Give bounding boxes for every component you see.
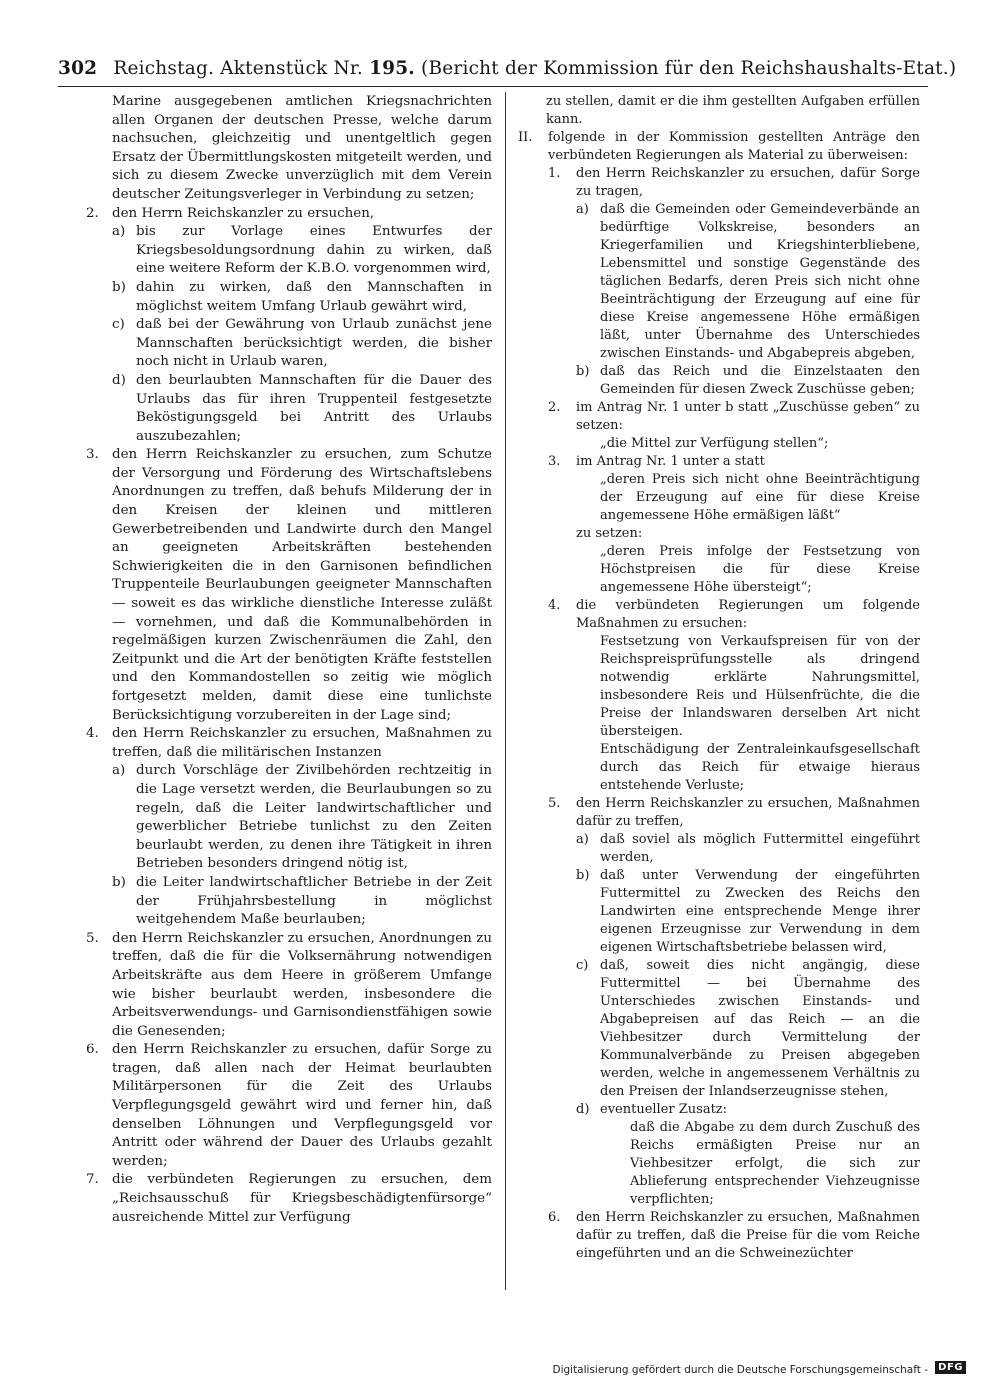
header-rule	[58, 86, 928, 87]
item-3	[86, 446, 492, 725]
item-text: den Herrn Reichskanzler zu ersuchen, zum Schutze der Versorgung und Förderung des Wirtschaftslebens Anordnungen zu treffen, daß behufs Milderung der in den Kreisen der kleinen und mittleren Gewerbetreibenden und Landwirte durch den Mangel an geeigneten Arbeitskräften bestehenden Schwierigkeiten die in den Garnisonen befindlichen Truppenteile Beurlaubungen geeigneter Mannschaften — soweit es das wirkliche dienstliche Interesse zuläßt — vornehmen, und daß die Kommunalbehörden in regelmäßigen kurzen Zwischenräumen die Zahl, den Zeitpunkt und die Art der benötigten Kräfte feststellen und den Kommandostellen so zeitig wie möglich fortgesetzt melden, damit diese eine tunlichste Berücksichtigung vorzubereiten in der Lage sind;	[112, 447, 492, 723]
motion-label: 3.	[548, 454, 561, 469]
subitem-text: bis zur Vorlage eines Entwurfes der Kriegsbesoldungsordnung dahin zu wirken, daß eine weitere Reform der K.B.O. vorgenommen wird,	[136, 224, 492, 277]
subitem-text: den beurlaubten Mannschaften für die Dauer des Urlaubs das für ihren Truppenteil festgesetzte Beköstigungsgeld bei Antritt des Urlaubs auszubezahlen;	[136, 372, 492, 444]
item-text: die verbündeten Regierungen zu ersuchen, dem „Reichsausschuß für Kriegsbeschädigtenfürsorge“ ausreichende Mittel zur Verfügung	[112, 1172, 492, 1225]
item-text: den Herrn Reichskanzler zu ersuchen, dafür Sorge zu tragen, daß allen nach der Heimat beurlaubten Militärpersonen für die Zeit des Urlaubs Verpflegungsgeld gewährt wird und ferner hin, daß denselben Löhnungen und Verpflegungsgeld vor Antritt oder während der Dauer des Urlaubs gezahlt werden;	[112, 1042, 492, 1169]
subitem-text: dahin zu wirken, daß den Mannschaften in möglichst weitem Umfang Urlaub gewährt wird,	[136, 279, 492, 314]
motion-6	[548, 1209, 920, 1263]
item-text: den Herrn Reichskanzler zu ersuchen,	[112, 205, 375, 221]
item-4	[86, 725, 492, 930]
intro-paragraph: Marine ausgegebenen amtlichen Kriegsnachrichten allen Organen der deutschen Presse, welche darum nachsuchen, gleichzeitig und unentgeltlich gegen Ersatz der Übermittlungskosten mitgeteilt werden, und sich zu diesem Zwecke unverzüglich mit dem Verein deutscher Zeitungsverleger in Verbindung zu setzen;	[112, 94, 492, 202]
motion-text: die verbündeten Regierungen um folgende Maßnahmen zu ersuchen:	[576, 598, 920, 631]
motion-quote-old: „deren Preis sich nicht ohne Beeinträchtigung der Erzeugung auf eine für diese Kreise angemessene Höhe ermäßigen läßt“	[600, 472, 920, 523]
dfg-logo: DFG	[935, 1361, 966, 1374]
subitem-text: die Leiter landwirtschaftlicher Betriebe in der Zeit der Frühjahrsbestellung in möglichst weitgehendem Maße beurlauben;	[136, 874, 492, 928]
section-label: II.	[518, 130, 533, 145]
motion-5c	[576, 957, 920, 1101]
subitem-label: b)	[576, 868, 590, 883]
subitem-quote: daß die Abgabe zu dem durch Zuschuß des Reichs ermäßigten Preise nur an Viehbesitzer erfolgt, die sich zur Ablieferung entsprechender Viehzeugnisse verpflichten;	[630, 1120, 920, 1207]
item-label: 4.	[86, 726, 99, 742]
section-II	[518, 129, 920, 165]
subitem-label: c)	[576, 958, 589, 973]
subitem-label: b)	[112, 874, 126, 890]
motion-5b	[576, 867, 920, 957]
motion-2	[548, 399, 920, 453]
item-6	[86, 1041, 492, 1171]
subitem-text: daß unter Verwendung der eingeführten Futtermittel zu Zwecken des Reichs den Landwirten eine entsprechende Menge ihrer eigenen Erzeugnisse zur Verwendung in dem eigenen Wirtschaftsbetriebe belassen wird,	[600, 868, 920, 955]
subitem-4b	[112, 874, 492, 930]
item-5	[86, 930, 492, 1042]
item-label: 7.	[86, 1172, 99, 1188]
motion-5	[548, 795, 920, 1209]
motion-paragraph: Entschädigung der Zentraleinkaufsgesellschaft durch das Reich für etwaige hieraus entstehende Verluste;	[600, 742, 920, 793]
motion-paragraph: Festsetzung von Verkaufspreisen für von der Reichspreisprüfungsstelle als dringend notwendig erklärte Nahrungsmittel, insbesondere Reis und Hülsenfrüchte, die die Preise der Inlandswaren derselben Art nicht übersteigen.	[600, 634, 920, 739]
motion-text: im Antrag Nr. 1 unter b statt „Zuschüsse geben“ zu setzen:	[576, 400, 920, 433]
motion-1	[548, 165, 920, 399]
running-header	[58, 58, 957, 79]
item-label: 5.	[86, 930, 99, 946]
motion-quote-new: „deren Preis infolge der Festsetzung von Höchstpreisen die für diese Kreise angemessene Höhe übersteigt“;	[600, 544, 920, 595]
subitem-label: a)	[112, 224, 126, 240]
item-text: den Herrn Reichskanzler zu ersuchen, Anordnungen zu treffen, daß die für die Volksernährung notwendigen Arbeitskräfte aus dem Heere in größerem Umfange wie bisher beurlaubt werden, insbesondere die Arbeitsverwendungs- und Garnisondienstfähigen sowie die Genesenden;	[112, 930, 492, 1039]
item-label: 2.	[86, 205, 99, 221]
motion-1b	[576, 363, 920, 399]
item-7	[86, 1171, 492, 1227]
item-text: den Herrn Reichskanzler zu ersuchen, Maßnahmen zu treffen, daß die militärischen Instanzen	[112, 726, 492, 760]
motion-3	[548, 453, 920, 597]
motion-label: 2.	[548, 400, 561, 415]
motion-text: den Herrn Reichskanzler zu ersuchen, Maßnahmen dafür zu treffen,	[576, 796, 920, 829]
credit-text: Digitalisierung gefördert durch die Deutsche Forschungsgemeinschaft -	[552, 1364, 928, 1376]
subitem-text: daß die Gemeinden oder Gemeindeverbände an bedürftige Volkskreise, besonders an Kriegerfamilien und Kriegshinterbliebene, Lebensmittel und sonstige Gegenstände des täglichen Bedarfs, deren Preis sich nicht ohne Beeinträchtigung der Erzeugung auf eine für diese Kreise angemessene Höhe ermäßigen läßt, unter Übernahme des Unterschiedes zwischen Einstands- und Abgabepreis abgeben,	[600, 202, 920, 361]
subitem-2d	[112, 372, 492, 446]
subitem-text: durch Vorschläge der Zivilbehörden rechtzeitig in die Lage versetzt werden, die Beurlaubungen so zu regeln, daß die Leiter landwirtschaftlicher und gewerblicher Betriebe tunlichst zu den Zeiten beurlaubt werden, zu denen ihre Tätigkeit in ihren Betrieben besonders dringend nötig ist,	[136, 763, 492, 872]
subitem-4a	[112, 762, 492, 874]
subitem-2b	[112, 279, 492, 316]
subitem-label: d)	[576, 1102, 590, 1117]
motion-1a	[576, 201, 920, 363]
motion-quote: „die Mittel zur Verfügung stellen“;	[600, 436, 829, 451]
item-label: 3.	[86, 447, 99, 463]
subitem-label: b)	[576, 364, 590, 379]
motion-text: im Antrag Nr. 1 unter a statt	[576, 454, 765, 469]
motion-5a	[576, 831, 920, 867]
subitem-label: a)	[112, 763, 126, 779]
subitem-text: daß, soweit dies nicht angängig, diese Futtermittel — bei Übernahme des Unterschiedes zwischen Einstands- und Abgabepreisen auf das Reich — an die Viehbesitzer durch Vermittelung der Kommunalverbände zu Preisen abgegeben werden, welche in angemessenem Verhältnis zu den Preisen der Inlandserzeugnisse stehen,	[600, 958, 920, 1099]
motion-instruction: zu setzen:	[576, 526, 643, 541]
motion-4	[548, 597, 920, 795]
motion-label: 5.	[548, 796, 561, 811]
motion-text: den Herrn Reichskanzler zu ersuchen, Maßnahmen dafür zu treffen, daß die Preise für die vom Reiche eingeführten und an die Schweinezüchter	[576, 1210, 920, 1261]
motion-5d	[576, 1101, 920, 1209]
continued-paragraph: zu stellen, damit er die ihm gestellten Aufgaben erfüllen kann.	[546, 94, 920, 127]
motion-label: 6.	[548, 1210, 561, 1225]
item-2	[86, 205, 492, 447]
subitem-2c	[112, 316, 492, 372]
digitization-credit	[552, 1362, 963, 1376]
subitem-2a	[112, 223, 492, 279]
document-number: 195.	[369, 58, 415, 79]
item-label: 6.	[86, 1042, 99, 1058]
subitem-label: d)	[112, 372, 126, 388]
subitem-text: daß bei der Gewährung von Urlaub zunächst jene Mannschaften berücksichtigt werden, die bisher noch nicht in Urlaub waren,	[136, 317, 492, 370]
subitem-text: daß das Reich und die Einzelstaaten den Gemeinden für diesen Zweck Zuschüsse geben;	[600, 364, 920, 397]
subitem-text: eventueller Zusatz:	[600, 1102, 728, 1117]
header-title: Reichstag. Aktenstück Nr.	[113, 58, 363, 79]
motion-label: 4.	[548, 598, 561, 613]
motion-label: 1.	[548, 166, 561, 181]
subitem-text: daß soviel als möglich Futtermittel eingeführt werden,	[600, 832, 920, 865]
column-divider	[505, 92, 506, 1290]
header-subtitle: (Bericht der Kommission für den Reichshaushalts-Etat.)	[421, 58, 957, 79]
subitem-label: b)	[112, 279, 126, 295]
left-column	[86, 93, 492, 1227]
motion-text: den Herrn Reichskanzler zu ersuchen, dafür Sorge zu tragen,	[576, 166, 920, 199]
subitem-label: a)	[576, 202, 589, 217]
subitem-label: a)	[576, 832, 589, 847]
section-text: folgende in der Kommission gestellten Anträge den verbündeten Regierungen als Material zu überweisen:	[548, 130, 920, 163]
page-number: 302	[58, 58, 98, 79]
right-column	[518, 93, 920, 1263]
subitem-label: c)	[112, 317, 125, 333]
